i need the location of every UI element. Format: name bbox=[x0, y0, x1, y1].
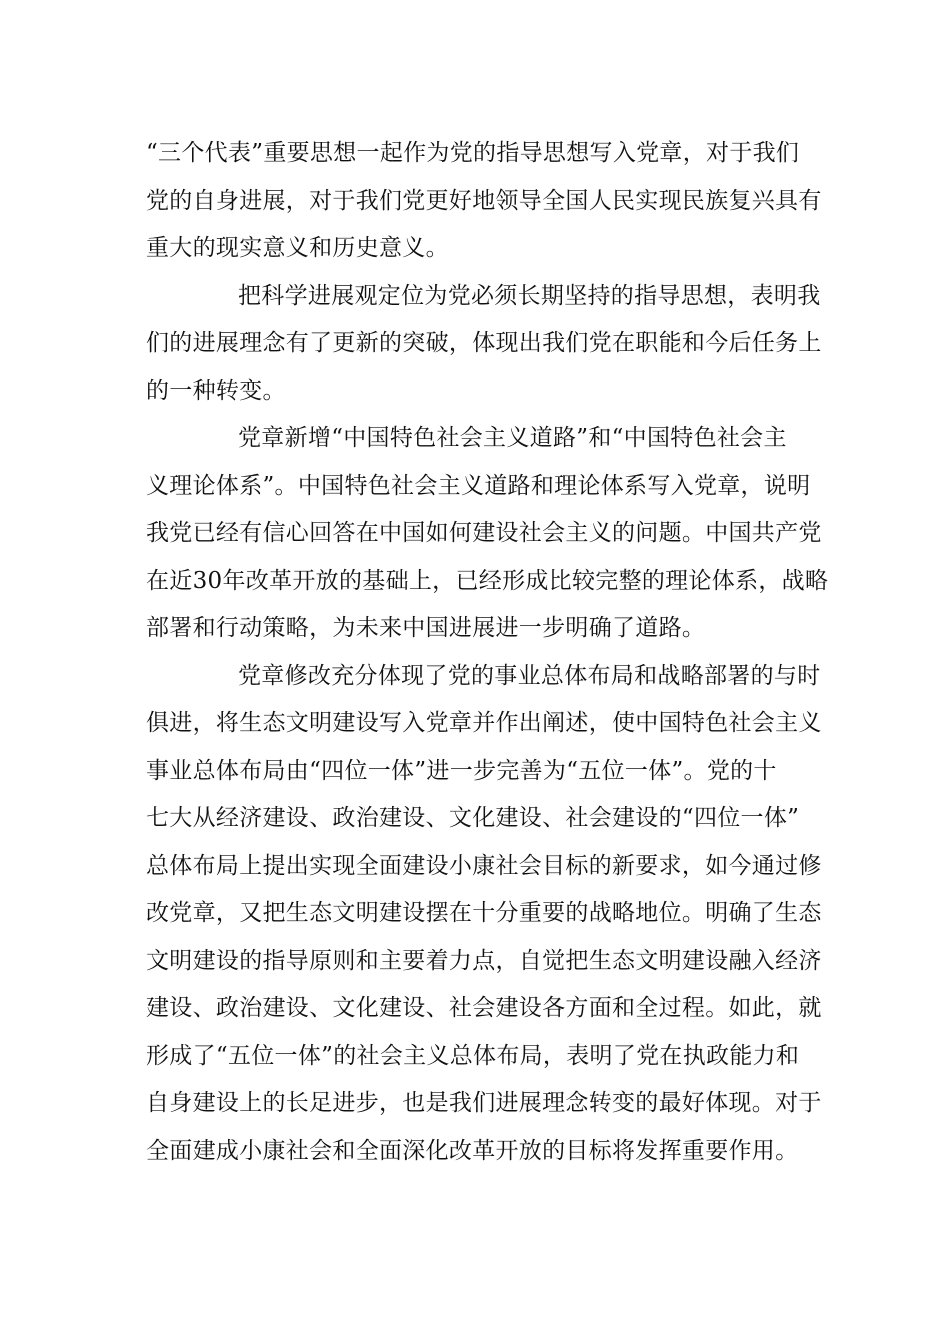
paragraph-3 bbox=[146, 415, 829, 653]
text-line: 党章新增“中国特色社会主义道路”和“中国特色社会主 bbox=[238, 425, 787, 451]
paragraph-4 bbox=[146, 653, 822, 1176]
text-line: “三个代表”重要思想一起作为党的指导思想写入党章，对于我们 bbox=[146, 140, 800, 166]
text-line: 文明建设的指导原则和主要着力点，自觉把生态文明建设融入经济 bbox=[146, 947, 822, 974]
text-line: 党章修改充分体现了党的事业总体布局和战略部署的与时 bbox=[238, 662, 821, 689]
body-text bbox=[146, 130, 829, 1175]
text-line: 建设、政治建设、文化建设、社会建设各方面和全过程。如此，就 bbox=[146, 995, 822, 1021]
text-line: 在近30年改革开放的基础上，已经形成比较完整的理论体系，战略 bbox=[146, 567, 829, 594]
text-line: 全面建成小康社会和全面深化改革开放的目标将发挥重要作用。 bbox=[146, 1137, 799, 1164]
text-line: 重大的现实意义和历史意义。 bbox=[146, 235, 449, 261]
text-line: 们的进展理念有了更新的突破，体现出我们党在职能和今后任务上 bbox=[146, 330, 822, 356]
text-line: 俱进，将生态文明建设写入党章并作出阐述，使中国特色社会主义 bbox=[146, 710, 822, 736]
text-line: 改党章，又把生态文明建设摆在十分重要的战略地位。明确了生态 bbox=[146, 900, 822, 926]
text-line: 的一种转变。 bbox=[146, 377, 286, 404]
text-line: 把科学进展观定位为党必须长期坚持的指导思想，表明我 bbox=[238, 282, 821, 309]
text-line: 我党已经有信心回答在中国如何建设社会主义的问题。中国共产党 bbox=[146, 520, 822, 546]
text-line: 事业总体布局由“四位一体”进一步完善为“五位一体”。党的十 bbox=[146, 757, 777, 784]
text-line: 部署和行动策略，为未来中国进展进一步明确了道路。 bbox=[146, 615, 706, 641]
paragraph-1 bbox=[146, 130, 822, 273]
text-line: 自身建设上的长足进步，也是我们进展理念转变的最好体现。对于 bbox=[146, 1090, 822, 1116]
text-line: 七大从经济建设、政治建设、文化建设、社会建设的“四位一体” bbox=[146, 805, 800, 831]
text-line: 党的自身进展，对于我们党更好地领导全国人民实现民族复兴具有 bbox=[146, 187, 822, 214]
text-line: 义理论体系”。中国特色社会主义道路和理论体系写入党章，说明 bbox=[146, 472, 811, 499]
paragraph-2 bbox=[146, 273, 822, 416]
text-line: 总体布局上提出实现全面建设小康社会目标的新要求，如今通过修 bbox=[146, 852, 822, 879]
text-line: 形成了“五位一体”的社会主义总体布局，表明了党在执政能力和 bbox=[146, 1042, 800, 1069]
